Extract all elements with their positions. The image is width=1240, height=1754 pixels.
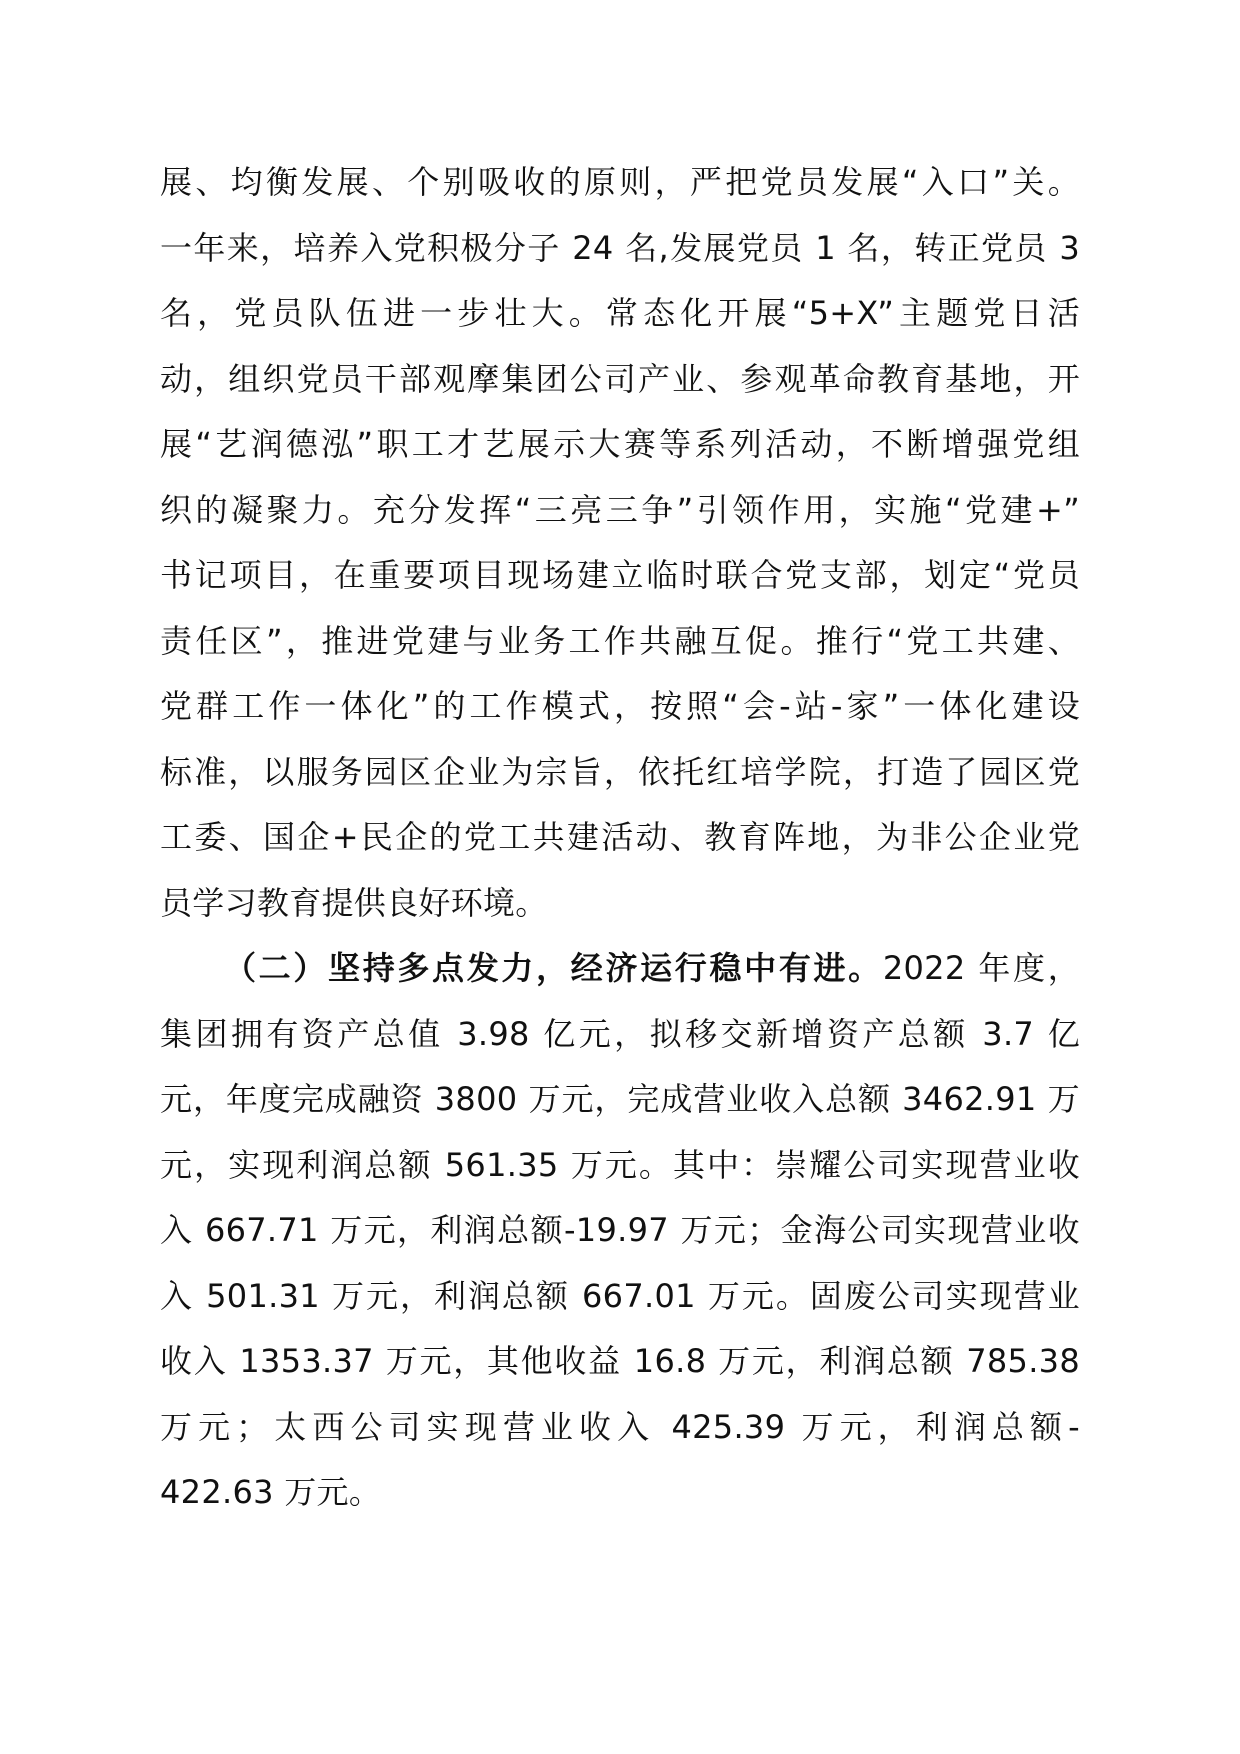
paragraph-line: 元，实现利润总额 561.35 万元。其中：崇耀公司实现营业收 xyxy=(160,1145,1080,1184)
section-heading-continuation: 2022 年度， xyxy=(882,949,1080,987)
paragraph-line: 集团拥有资产总值 3.98 亿元，拟移交新增资产总额 3.7 亿 xyxy=(160,1014,1080,1053)
paragraph-line: 标准，以服务园区企业为宗旨，依托红培学院，打造了园区党 xyxy=(160,752,1080,791)
paragraph-line: 入 667.71 万元，利润总额-19.97 万元；金海公司实现营业收 xyxy=(160,1211,1080,1249)
body-text xyxy=(160,150,1080,1526)
paragraph-line: 入 501.31 万元，利润总额 667.01 万元。固废公司实现营业 xyxy=(160,1276,1080,1315)
paragraph-line: 422.63 万元。 xyxy=(160,1473,382,1511)
paragraph-line: 名，党员队伍进一步壮大。常态化开展“5+X”主题党日活 xyxy=(160,294,1080,332)
paragraph-line: 员学习教育提供良好环境。 xyxy=(160,883,548,922)
paragraph-line: 收入 1353.37 万元，其他收益 16.8 万元，利润总额 785.38 xyxy=(160,1342,1080,1380)
paragraph-line: 工委、国企+民企的党工共建活动、教育阵地，为非公企业党 xyxy=(160,818,1080,856)
paragraph-line: 万元；太西公司实现营业收入 425.39 万元，利润总额- xyxy=(160,1407,1080,1446)
paragraph-line: 书记项目，在重要项目现场建立临时联合党支部，划定“党员 xyxy=(160,556,1080,594)
section-heading-line xyxy=(160,936,1080,1002)
paragraph-line: 党群工作一体化”的工作模式，按照“会-站-家”一体化建设 xyxy=(160,687,1080,725)
paragraph-line: 展、均衡发展、个别吸收的原则，严把党员发展“入口”关。 xyxy=(160,163,1080,201)
paragraph-line: 动，组织党员干部观摩集团公司产业、参观革命教育基地，开 xyxy=(160,359,1080,398)
section-heading: （二）坚持多点发力，经济运行稳中有进。 xyxy=(224,949,883,987)
paragraph-line: 元，年度完成融资 3800 万元，完成营业收入总额 3462.91 万 xyxy=(160,1080,1080,1118)
paragraph-line: 一年来，培养入党积极分子 24 名,发展党员 1 名，转正党员 3 xyxy=(160,228,1080,267)
paragraph-line: 织的凝聚力。充分发挥“三亮三争”引领作用，实施“党建+” xyxy=(160,490,1080,529)
paragraph-line: 责任区”，推进党建与业务工作共融互促。推行“党工共建、 xyxy=(160,621,1080,660)
paragraph-line: 展“艺润德泓”职工才艺展示大赛等系列活动，不断增强党组 xyxy=(160,425,1080,463)
